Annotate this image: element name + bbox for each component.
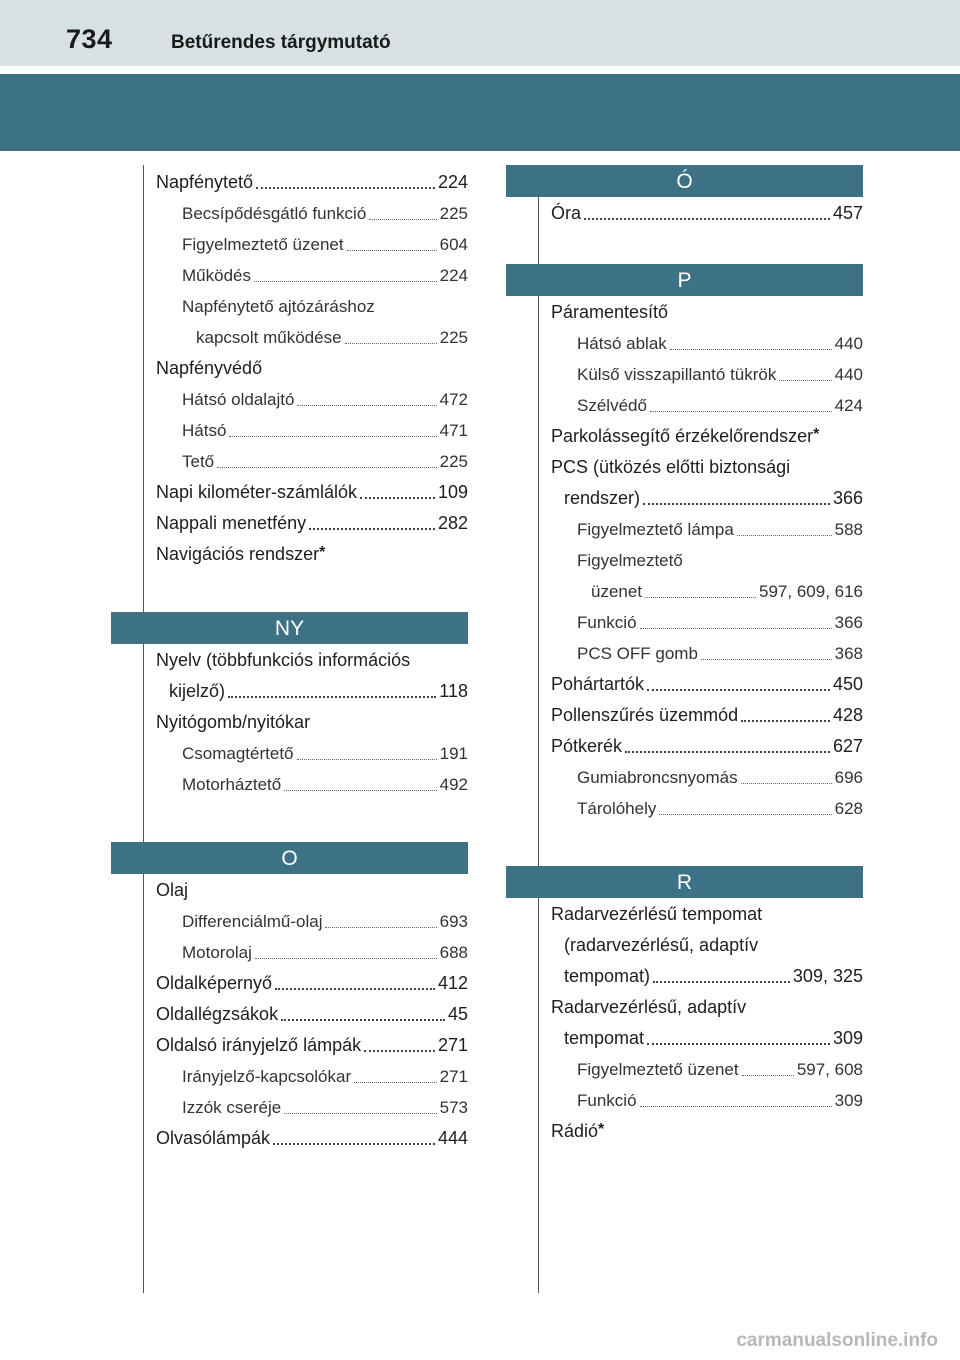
page-number: 734 — [66, 24, 113, 54]
index-subentry: Figyelmeztető üzenet 597, 608 — [577, 1060, 863, 1079]
index-entry: Olaj — [156, 880, 189, 900]
index-entry: Pohártartók 450 — [551, 674, 863, 694]
index-entry: tempomat 309 — [564, 1028, 863, 1048]
index-entry: kijelző) 118 — [169, 681, 468, 701]
watermark: carmanualsonline.info — [736, 1330, 938, 1351]
section-header-p: P — [506, 264, 863, 296]
index-entry: Parkolássegítő érzékelőrendszer * — [551, 426, 820, 446]
index-subentry: Becsípődésgátló funkció 225 — [182, 204, 468, 223]
index-subentry: Hátsó oldalajtó 472 — [182, 390, 468, 409]
index-entry: Páramentesítő — [551, 302, 669, 322]
index-entry: Nappali menetfény 282 — [156, 513, 468, 533]
index-entry: Pollenszűrés üzemmód 428 — [551, 705, 863, 725]
index-entry: tempomat) 309, 325 — [564, 966, 863, 986]
index-subentry: Differenciálmű-olaj 693 — [182, 912, 468, 931]
index-subentry: Figyelmeztető üzenet 604 — [182, 235, 468, 254]
index-subentry: Figyelmeztető lámpa 588 — [577, 520, 863, 539]
index-subentry: üzenet 597, 609, 616 — [591, 582, 863, 601]
index-entry: (radarvezérlésű, adaptív — [564, 935, 759, 955]
index-subentry: Külső visszapillantó tükrök 440 — [577, 365, 863, 384]
index-subentry: Motorolaj 688 — [182, 943, 468, 962]
index-entry: Olvasólámpák 444 — [156, 1128, 468, 1148]
section-header-o: O — [111, 842, 468, 874]
index-entry: Oldalsó irányjelző lámpák 271 — [156, 1035, 468, 1055]
index-subentry: Működés 224 — [182, 266, 468, 285]
index-subentry: PCS OFF gomb 368 — [577, 644, 863, 663]
index-entry: Nyelv (többfunkciós információs — [156, 650, 411, 670]
index-subentry: Csomagtértető 191 — [182, 744, 468, 763]
index-subentry: Tárolóhely 628 — [577, 799, 863, 818]
index-entry: Óra 457 — [551, 203, 863, 223]
index-subentry: Szélvédő 424 — [577, 396, 863, 415]
index-entry: PCS (ütközés előtti biztonsági — [551, 457, 791, 477]
index-entry: Napfényvédő — [156, 358, 263, 378]
index-subentry: Hátsó ablak 440 — [577, 334, 863, 353]
index-subentry: Gumiabroncsnyomás 696 — [577, 768, 863, 787]
index-subentry: Funkció 309 — [577, 1091, 863, 1110]
index-column-left — [156, 167, 468, 1154]
index-entry: Oldallégzsákok 45 — [156, 1004, 468, 1024]
index-subentry: Tető 225 — [182, 452, 468, 471]
index-entry: Napfénytető 224 — [156, 172, 468, 192]
index-subentry: Motorháztető 492 — [182, 775, 468, 794]
index-entry: Nyitógomb/nyitókar — [156, 712, 311, 732]
index-subentry: Napfénytető ajtózáráshoz — [182, 297, 375, 316]
index-entry: Radarvezérlésű, adaptív — [551, 997, 747, 1017]
index-subentry: kapcsolt működése 225 — [196, 328, 468, 347]
index-entry: Oldalképernyő 412 — [156, 973, 468, 993]
page-title: Betűrendes tárgymutató — [171, 32, 391, 53]
section-header-o-acute: Ó — [506, 165, 863, 197]
index-subentry: Irányjelző-kapcsolókar 271 — [182, 1067, 468, 1086]
index-subentry: Figyelmeztető — [577, 551, 683, 570]
index-subentry: Izzók cseréje 573 — [182, 1098, 468, 1117]
header-bar — [0, 0, 960, 66]
index-entry: Navigációs rendszer * — [156, 544, 326, 564]
index-column-right — [551, 165, 863, 1147]
index-entry: Radarvezérlésű tempomat — [551, 904, 763, 924]
index-entry: Rádió * — [551, 1121, 605, 1141]
column-divider-left — [143, 165, 144, 1293]
index-entry: Pótkerék 627 — [551, 736, 863, 756]
section-header-ny: NY — [111, 612, 468, 644]
index-subentry: Hátsó 471 — [182, 421, 468, 440]
column-divider-middle — [538, 165, 539, 1293]
header-band — [0, 74, 960, 151]
index-entry: Napi kilométer-számlálók 109 — [156, 482, 468, 502]
index-subentry: Funkció 366 — [577, 613, 863, 632]
index-entry: rendszer) 366 — [564, 488, 863, 508]
section-header-r: R — [506, 866, 863, 898]
